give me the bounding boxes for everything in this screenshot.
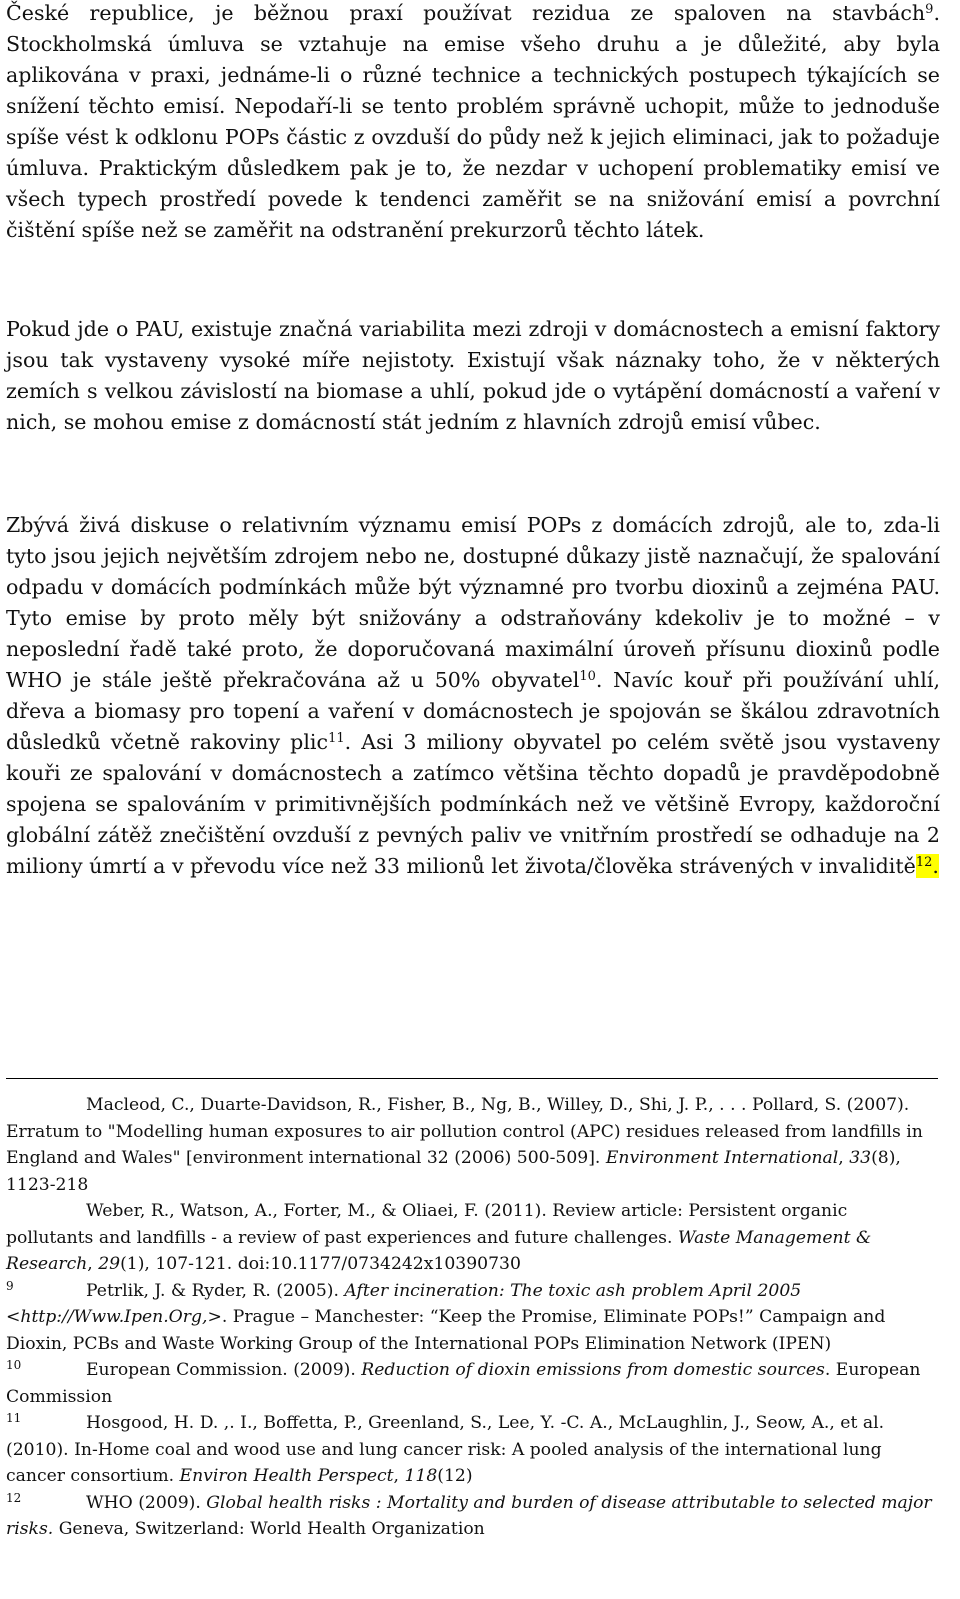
paragraph-text: České republice, je běžnou praxí používat rezidua ze spaloven na stavbách: [6, 1, 926, 25]
footnote-text: Petrlik, J. & Ryder, R. (2005).: [86, 1280, 345, 1301]
footnote-tail: . European Commission: [6, 1360, 921, 1407]
footnote-volume: 33: [849, 1148, 872, 1168]
footnote-reference-11[interactable]: 11: [328, 731, 345, 746]
footnote-journal: Environment International: [605, 1148, 839, 1168]
footnote-12: 12 WHO (2009). Global health risks : Mortality and burden of disease attributable to selected major risks. Geneva, Switzerland: World Health Organization: [6, 1490, 932, 1539]
paragraph-text: . Stockholmská úmluva se vztahuje na emise všeho druhu a je důležité, aby byla aplikována v praxi, jednáme-li o různé technice a technických postupech týkajících se snížení těchto emisí. Nepodaří-li se tento problém správně uchopit, může to jednoduše spíše vést k odklonu POPs částic z ovzduší do půdy než k jejich eliminaci, jak to požaduje úmluva. Praktickým důsledkem pak je to, že nezdar v uchopení problematiky emisí ve všech typech prostředí povede k tendenci zaměřit se na snižování emisí a povrchní čištění spíše než se zaměřit na odstranění prekurzorů těchto látek.: [6, 1, 940, 242]
footnote-volume: 118: [404, 1466, 438, 1486]
footnote-reference-9[interactable]: 9: [925, 2, 934, 17]
footnote-10: 10 European Commission. (2009). Reduction of dioxin emissions from domestic sources. European Commission: [6, 1358, 921, 1407]
paragraph-text: Zbývá živá diskuse o relativním významu emisí POPs z domácích zdrojů, ale to, zda-li tyto jsou jejich největším zdrojem nebo ne, dostupné důkazy jistě naznačují, že spalování odpadu v domácích podmínkách může být významné pro tvorbu dioxinů a zejména PAU. Tyto emise by proto měly být snižovány a odstraňovány kdekoliv je to možné – v neposlední řadě také proto, že doporučovaná maximální úroveň přísunu dioxinů podle WHO je stále ještě překračována až u 50% obyvatel: [6, 513, 940, 692]
footnote-title: After incineration: The toxic ash problem April 2005 <http://Www.Ipen.Org,>: [6, 1280, 802, 1327]
paragraph-stockholm-convention: [6, 0, 940, 246]
paragraph-domestic-sources: [6, 510, 940, 882]
highlighted-period: .: [932, 854, 939, 878]
footnote-11: 11 Hosgood, H. D. ,. I., Boffetta, P., Greenland, S., Lee, Y. -C. A., McLaughlin, J., Seow, A., et al. (2010). In-Home coal and wood use and lung cancer risk: A pooled analysis of the international lung cancer consortium. Environ Health Perspect, 118(12): [6, 1411, 885, 1486]
footnote-9: 9 Petrlik, J. & Ryder, R. (2005). After incineration: The toxic ash problem April 2005 <http://Www.Ipen.Org,>. Prague – Manchester: “Keep the Promise, Eliminate POPs!” Campaign and Dioxin, PCBs and Waste Working Group of the International POPs Elimination Network (IPEN): [6, 1278, 886, 1354]
paragraph-pau: Pokud jde o PAU, existuje značná variabilita mezi zdroji v domácnostech a emisní faktory jsou tak vystaveny vysoké míře nejistoty. Existují však náznaky toho, že v některých zemích s velkou závislostí na biomase a uhlí, pokud jde o vytápění domácností a vaření v nich, se mohou emise z domácností stát jedním z hlavních zdrojů emisí vůbec.: [6, 317, 940, 434]
footnote-journal: Environ Health Perspect: [179, 1466, 394, 1486]
paragraph-text: . Navíc kouř při používání uhlí, dřeva a biomasy pro topení a vaření v domácnostech je spojován se škálou zdravotních důsledků včetně rakoviny plic: [6, 668, 940, 754]
footnote-reference-12[interactable]: 12: [915, 855, 933, 870]
footnote-macleod: [6, 1092, 940, 1198]
footnote-volume: 29: [98, 1254, 121, 1274]
footnotes-section: [6, 1092, 940, 1543]
footnote-tail: (12): [437, 1466, 473, 1486]
footnote-weber: [6, 1198, 940, 1278]
highlighted-footnote-reference: [916, 854, 939, 878]
footnote-tail: (1), 107-121. doi:10.1177/0734242x10390730: [120, 1254, 521, 1274]
footnote-tail: . Prague – Manchester: “Keep the Promise, Eliminate POPs!” Campaign and Dioxin, PCBs and Waste Working Group of the International POPs Elimination Network (IPEN): [6, 1307, 886, 1354]
footnote-separator: [6, 1078, 938, 1079]
footnote-title: Reduction of dioxin emissions from domestic sources: [361, 1360, 825, 1380]
footnote-text: Macleod, C., Duarte-Davidson, R., Fisher, B., Ng, B., Willey, D., Shi, J. P., . . . Pollard, S. (2007). Erratum to "Modelling human exposures to air pollution control (APC) residues released from landfills in England and Wales" [environment international 32 (2006) 500-509].: [6, 1095, 923, 1168]
footnote-text: WHO (2009).: [86, 1492, 207, 1513]
footnote-journal: Waste Management & Research: [6, 1227, 872, 1274]
footnote-text: European Commission. (2009).: [86, 1360, 362, 1380]
footnote-text: Hosgood, H. D. ,. I., Boffetta, P., Greenland, S., Lee, Y. -C. A., McLaughlin, J., Seow, A., et al. (2010). In-Home coal and wood use and lung cancer risk: A pooled analysis of the international lung cancer consortium.: [6, 1413, 885, 1486]
footnote-reference-10[interactable]: 10: [579, 669, 596, 684]
paragraph-text: . Asi 3 miliony obyvatel po celém světě jsou vystaveny kouři ze spalování v domácnostech a zatímco většina těchto dopadů je pravděpodobně spojena se spalováním v primitivnějších podmínkách než ve většině Evropy, každoroční globální zátěž znečištění ovzduší z pevných paliv ve vnitřním prostředí se odhaduje na 2 miliony úmrtí a v převodu více než 33 milionů let života/člověka strávených v invaliditě: [6, 730, 940, 878]
footnote-separator-text: ,: [87, 1254, 99, 1274]
footnote-title: Global health risks : Mortality and burden of disease attributable to selected major risks.: [6, 1492, 932, 1539]
footnote-tail: Geneva, Switzerland: World Health Organization: [53, 1519, 485, 1539]
footnote-text: Weber, R., Watson, A., Forter, M., & Oliaei, F. (2011). Review article: Persistent organic pollutants and landfills - a review of past experiences and future challenges.: [6, 1201, 848, 1248]
footnote-tail: (8), 1123-218: [6, 1148, 901, 1195]
footnote-separator-text: ,: [838, 1148, 850, 1168]
footnote-separator-text: ,: [393, 1466, 405, 1486]
